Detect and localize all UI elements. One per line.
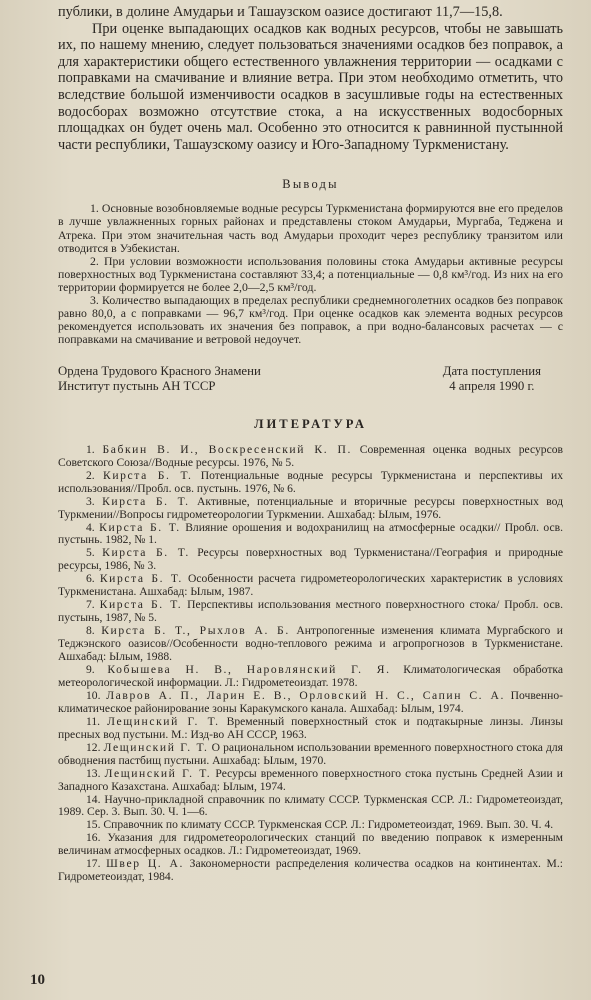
reference-item [58,742,563,768]
reference-item [58,625,563,664]
reference-item [58,599,563,625]
reference-text: Ресурсы поверхностных вод Туркменистана//География и природные ресурсы, 1986, № 3. [58,546,564,573]
reference-authors: Кирста Б. Т. [99,520,181,534]
reference-number: 9. [86,662,108,676]
reference-number: 10. [86,688,107,702]
reference-authors: Лещинский Г. Т. [107,714,220,728]
reference-number: 1. [86,442,103,456]
reference-number: 2. [86,468,104,482]
reference-text: Антропогенные изменения климата Мургабского и Теджэнского оазисов//Особенности водно-теплового режима и агропрогнозов в Туркменистане. Ашхабад: Ылым, 1988. [58,624,563,664]
reference-text: Особенности расчета гидрометеорологических характеристик в условиях Туркменистана. Ашхабад: Ылым, 1987. [58,572,564,599]
reference-item [58,444,563,470]
conclusions-list [58,202,563,346]
reference-number: 13. [86,766,105,780]
reference-number: 15. [86,818,104,832]
reference-text: Научно-прикладной справочник по климату СССР. Туркменская ССР. Л.: Гидрометеоиздат, 1989. Сер. 3. Вып. 30. Ч. 1—6. [58,792,564,819]
reference-text: Активные, потенциальные и вторичные ресурсы поверхностных вод Туркмении//Вопросы гидрометеорологии Туркмении. Ашхабад: Ылым, 1976. [58,494,564,521]
reference-number: 8. [86,624,102,638]
reference-item [58,794,563,820]
reference-item [58,664,563,690]
literature-heading: ЛИТЕРАТУРА [254,416,367,431]
conclusion-item: 1. Основные возобновляемые водные ресурсы Туркменистана формируются вне его пределов в лучше увлажненных горных районах и представлены стоком Амударьи, Мургаба, Теджена и Атрека. При этом значительная часть вод Амударьи проходит через республику транзитом или отводится в Узбекистан. [58,201,563,255]
reference-number: 17. [86,857,107,871]
reference-item [58,690,563,716]
reference-item [58,522,563,548]
reference-item [58,768,563,794]
reference-item [58,832,563,858]
reference-number: 7. [86,598,100,612]
reference-text: Потенциальные водные ресурсы Туркменистана и перспективы их использования//Пробл. осв. пустынь. 1976, № 6. [58,468,563,495]
reference-text: Влияние орошения и водохранилищ на атмосферные осадки// Пробл. осв. пустынь. 1982, № 1. [58,520,564,547]
reference-authors: Лещинский Г. Т. [104,766,212,780]
reference-authors: Бабкин В. И., Воскресенский К. П. [102,442,353,456]
reference-text: Современная оценка водных ресурсов Советского Союза//Водные ресурсы. 1976, № 5. [58,442,564,469]
reference-item [58,496,563,522]
reference-text: Перспективы использования местного поверхностного стока/ Пробл. осв. пустынь, 1987, № 5. [58,598,563,625]
reference-number: 12. [86,740,104,754]
reference-text: Ресурсы временного поверхностного стока пустынь Средней Азии и Западного Казахстана. Ашхабад: Ылым, 1974. [58,766,563,793]
institution-name: Ордена Трудового Красного Знамени Институт пустынь АН ТССР [58,364,261,393]
reference-authors: Кирста Б. Т. [99,598,183,612]
reference-item [58,858,563,884]
reference-text: Временный поверхностный сток и подтакырные линзы. Линзы пресных вод пустыни. М.: Изд-во АН СССР, 1963. [58,714,563,741]
reference-item [58,470,563,496]
reference-text: Справочник по климату СССР. Туркменская ССР. Л.: Гидрометеоиздат, 1969. Вып. 30. Ч. 4. [103,818,554,832]
reference-authors: Швер Ц. А. [106,857,185,871]
intro-continuation: публики, в долине Амударьи и Ташаузском оазисе достигают 11,7—15,8. [58,4,503,20]
reference-authors: Кобышева Н. В., Наровлянский Г. Я. [107,662,391,676]
conclusion-item: 3. Количество выпадающих в пределах республики среднемноголетних осадков без поправок равно 80,0, а с поправками — 96,7 км³/год. При оценке осадков как элемента водных ресурсов рекомендуется использовать их значения без поправок, а при водно-балансовых расчетах — с поправками на смачивание и ветровой недоучет. [58,293,563,347]
reference-number: 3. [86,494,103,508]
conclusion-item: 2. При условии возможности использования половины стока Амударьи активные ресурсы поверхностных вод Туркменистана составляют 33,4; а потенциальные — 0,8 км³/год. Из них на его территории формируется не более 2,0—2,5 км³/год. [58,253,563,294]
reference-number: 6. [86,572,100,586]
reference-authors: Кирста Б. Т. [99,572,183,586]
received-date-value: 4 апреля 1990 г. [449,378,535,393]
reference-item [58,573,563,599]
reference-item [58,547,563,573]
reference-authors: Лещинский Г. Т. [103,740,209,754]
reference-number: 16. [86,831,108,845]
received-label: Дата поступления [442,364,541,379]
reference-authors: Кирста Б. Т. [102,546,190,560]
reference-authors: Кирста Б. Т. [103,468,193,482]
intro-paragraph: При оценке выпадающих осадков как водных ресурсов, чтобы не завышать их, по нашему мнению, следует пользоваться значениями осадков без поправок, а для характеристики общего естественного увлажнения территории — осадками с поправками на смачивание и влияние ветра. При этом необходимо отметить, что вследствие большой изменчивости осадков в засушливые годы на естественных водосборах возможно отсутствие стока, а на искусственных водосборных площадках он будет очень мал. Особенно это относится к равнинной пустынной части республики, Ташаузскому оазису и Юго-Западному Туркменистану. [58,20,563,153]
page-number: 10 [30,972,45,988]
affiliation-block [58,364,563,392]
reference-text: Указания для гидрометеорологических станций по введению поправок к измеренным величинам атмосферных осадков. Л.: Гидрометеоиздат, 1969. [58,831,564,858]
reference-list [58,444,563,884]
reference-authors: Кирста Б. Т., Рыхлов А. Б. [101,624,290,638]
conclusions-heading: Выводы [282,177,339,192]
reference-number: 4. [86,520,100,534]
reference-number: 5. [86,546,103,560]
reference-authors: Лавров А. П., Ларин Е. В., Орловский Н. С., Сапин С. А. [106,688,505,702]
reference-number: 14. [86,792,105,806]
reference-authors: Кирста Б. Т. [102,494,190,508]
reference-item [58,716,563,742]
reference-text: Закономерности распределения количества осадков на континентах. М.: Гидрометеоиздат, 1984. [58,857,563,884]
reference-text: О рациональном использовании временного поверхностного стока для обводнения пастбищ пустыни. Ашхабад: Ылым, 1970. [58,740,564,767]
reference-number: 11. [86,714,108,728]
reference-text: Почвенно-климатическое районирование зоны Каракумского канала. Ашхабад: Ылым, 1974. [58,688,563,715]
reference-text: Климатологическая обработка метеорологической информации. Л.: Гидрометеоиздат. 1978. [58,662,563,689]
received-date [443,364,563,392]
